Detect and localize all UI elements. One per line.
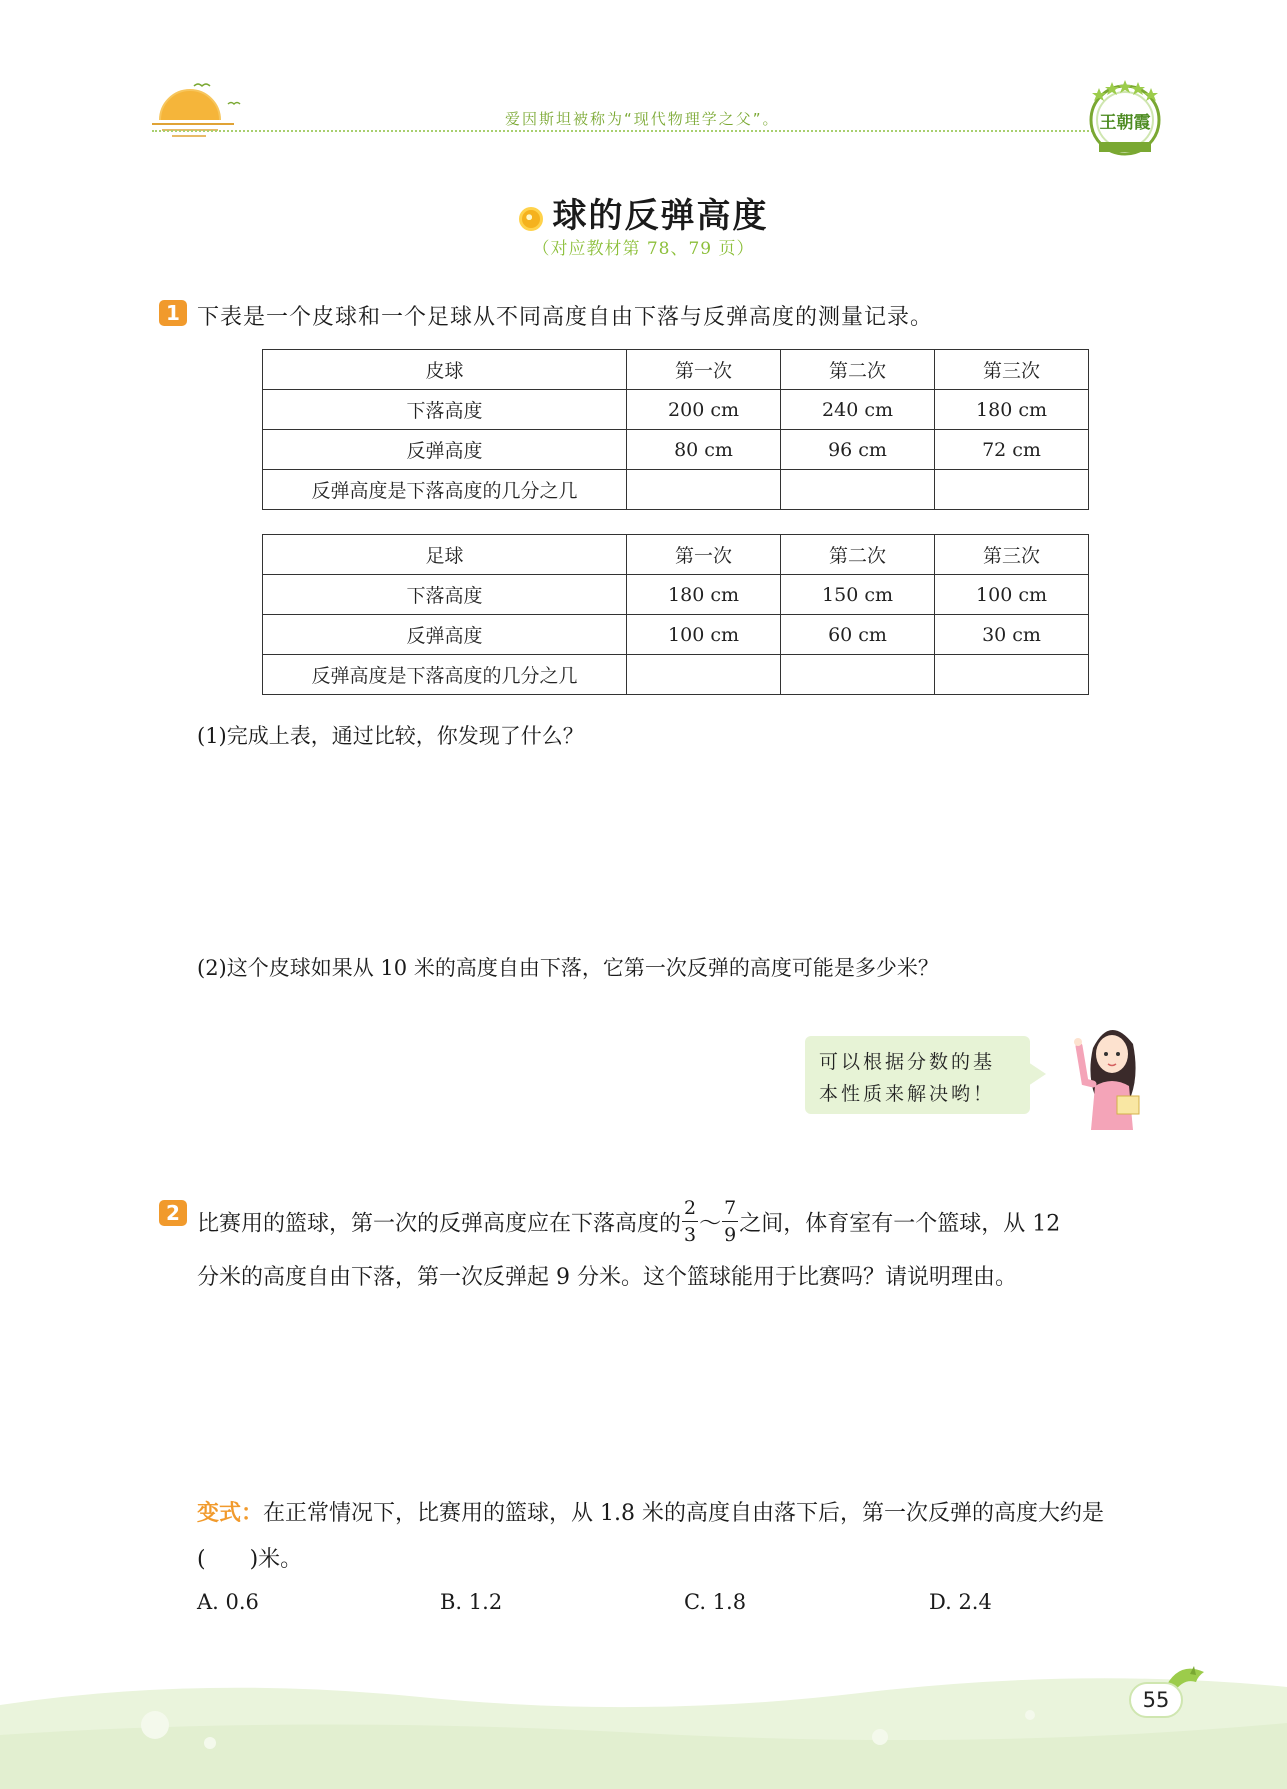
- fraction-seven-ninths: $\frac{7}{9}$: [724, 1197, 737, 1246]
- table-cell: 30 cm: [935, 615, 1089, 655]
- question-2-text: 比赛用的篮球，第一次的反弹高度应在下落高度的: [197, 1211, 682, 1237]
- table-cell: 240 cm: [781, 390, 935, 430]
- answer-blank-cell[interactable]: [935, 470, 1089, 510]
- table-cell: 反弹高度: [263, 430, 627, 470]
- table-cell: 第二次: [781, 350, 935, 390]
- option-a[interactable]: A. 0.6: [197, 1590, 259, 1614]
- table-cell: 第一次: [627, 535, 781, 575]
- range-tilde: ～: [699, 1211, 722, 1237]
- variant-question: [197, 1496, 1104, 1527]
- table-cell: 下落高度: [263, 390, 627, 430]
- table-row: [263, 390, 1089, 430]
- table-cell: 180 cm: [627, 575, 781, 615]
- table-cell: 第三次: [935, 535, 1089, 575]
- question-2-line-1: [197, 1198, 1060, 1251]
- table-cell: 100 cm: [935, 575, 1089, 615]
- question-1-number-badge: 1: [159, 300, 187, 326]
- table-cell: 150 cm: [781, 575, 935, 615]
- table-header-row: [263, 535, 1089, 575]
- footer-decoration: [0, 1675, 1287, 1789]
- page-title: 球的反弹高度: [552, 196, 769, 236]
- table-cell: 第二次: [781, 535, 935, 575]
- answer-blank-cell[interactable]: [627, 470, 781, 510]
- table-row: [263, 430, 1089, 470]
- variant-answer-blank[interactable]: ( )米。: [197, 1547, 303, 1572]
- answer-blank-cell[interactable]: [781, 470, 935, 510]
- table-cell: 100 cm: [627, 615, 781, 655]
- table-cell: 皮球: [263, 350, 627, 390]
- ball-table-rubber: [262, 349, 1089, 510]
- table-cell: 180 cm: [935, 390, 1089, 430]
- option-d[interactable]: D. 2.4: [929, 1590, 992, 1614]
- ball-table-football: [262, 534, 1089, 695]
- hint-line: 本性质来解决哟！: [819, 1083, 996, 1105]
- variant-text: 在正常情况下，比赛用的篮球，从 1.8 米的高度自由落下后，第一次反弹的高度大约是: [263, 1501, 1104, 1526]
- table-row: [263, 615, 1089, 655]
- table-cell: 反弹高度是下落高度的几分之几: [263, 470, 627, 510]
- page-number: 55: [1129, 1682, 1183, 1718]
- table-cell: 200 cm: [627, 390, 781, 430]
- question-2-text: 之间，体育室有一个篮球，从 12: [739, 1211, 1061, 1237]
- table-cell: 下落高度: [263, 575, 627, 615]
- table-cell: 第三次: [935, 350, 1089, 390]
- teacher-girl-icon: [1065, 1018, 1155, 1130]
- brand-badge-icon: [1085, 76, 1165, 164]
- table-cell: 96 cm: [781, 430, 935, 470]
- question-1-part-2: (2)这个皮球如果从 10 米的高度自由下落，它第一次反弹的高度可能是多少米？: [197, 956, 939, 980]
- table-cell: 80 cm: [627, 430, 781, 470]
- question-1-part-1: (1)完成上表，通过比较，你发现了什么？: [197, 724, 584, 748]
- svg-text:王朝霞: 王朝霞: [1099, 113, 1151, 133]
- table-cell: 足球: [263, 535, 627, 575]
- table-row: [263, 575, 1089, 615]
- hint-speech-bubble: [805, 1036, 1030, 1114]
- speech-bubble-tail: [1028, 1062, 1046, 1086]
- table-cell: 第一次: [627, 350, 781, 390]
- table-cell: 反弹高度: [263, 615, 627, 655]
- table-cell: 72 cm: [935, 430, 1089, 470]
- answer-blank-cell[interactable]: [935, 655, 1089, 695]
- answer-blank-cell[interactable]: [781, 655, 935, 695]
- question-2-line-2: 分米的高度自由下落，第一次反弹起 9 分米。这个篮球能用于比赛吗？请说明理由。: [197, 1265, 1017, 1290]
- table-cell: 反弹高度是下落高度的几分之几: [263, 655, 627, 695]
- title-bullet-icon: [519, 207, 543, 231]
- option-c[interactable]: C. 1.8: [684, 1590, 747, 1614]
- variant-label: 变式：: [197, 1501, 264, 1526]
- table-cell: 60 cm: [781, 615, 935, 655]
- sunset-logo-icon: [150, 80, 250, 152]
- header-motto: 爱因斯坦被称为“现代物理学之父”。: [505, 110, 780, 128]
- table-header-row: [263, 350, 1089, 390]
- fraction-two-thirds: $\frac{2}{3}$: [684, 1197, 697, 1246]
- header-divider: [152, 130, 1097, 132]
- textbook-reference: （对应教材第 78、79 页）: [532, 239, 755, 259]
- question-2-number-badge: 2: [159, 1200, 187, 1226]
- table-row: [263, 470, 1089, 510]
- hint-line: 可以根据分数的基: [819, 1051, 996, 1073]
- question-1-text: 下表是一个皮球和一个足球从不同高度自由下落与反弹高度的测量记录。: [197, 305, 934, 330]
- option-b[interactable]: B. 1.2: [440, 1590, 503, 1614]
- answer-blank-cell[interactable]: [627, 655, 781, 695]
- table-row: [263, 655, 1089, 695]
- section-title: [0, 188, 1287, 237]
